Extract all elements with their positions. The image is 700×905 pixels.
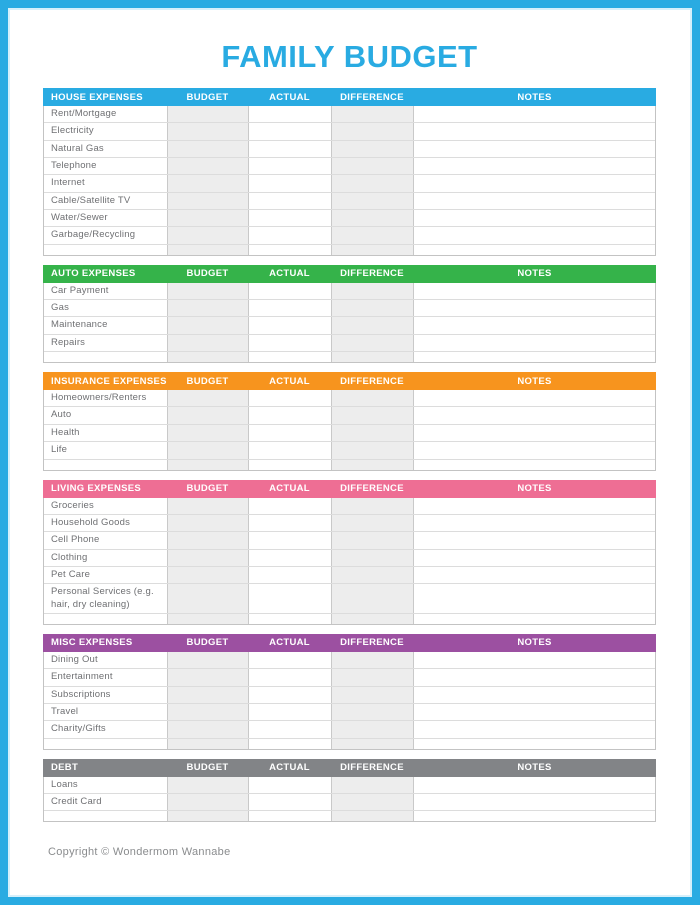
notes-cell[interactable] [414,811,655,821]
difference-cell[interactable] [332,175,414,191]
budget-cell[interactable] [168,425,249,441]
row-label: Maintenance [44,317,168,333]
column-header-actual: ACTUAL [269,91,310,103]
column-header-notes: NOTES [517,762,552,774]
column-header-budget: BUDGET [186,637,229,649]
notes-cell[interactable] [414,777,655,793]
copyright: Copyright © Wondermom Wannabe [48,846,231,859]
row-label: Car Payment [44,283,168,299]
row-label: Subscriptions [44,687,168,703]
column-header-budget: BUDGET [186,91,229,103]
section-living-expenses [43,480,656,625]
difference-cell[interactable] [332,425,414,441]
table-row [44,531,655,548]
budget-cell[interactable] [168,227,249,243]
column-header-difference: DIFFERENCE [340,91,404,103]
row-label: Rent/Mortgage [44,106,168,122]
empty-row [44,810,655,821]
budget-cell[interactable] [168,335,249,351]
column-header-budget: BUDGET [186,762,229,774]
budget-cell[interactable] [168,584,249,613]
budget-cell[interactable] [168,614,249,624]
notes-cell[interactable] [414,227,655,243]
difference-cell[interactable] [332,498,414,514]
table-row [44,652,655,668]
column-header-difference: DIFFERENCE [340,375,404,387]
budget-cell[interactable] [168,515,249,531]
row-label: Household Goods [44,515,168,531]
section-insurance-expenses [43,372,656,470]
difference-cell[interactable] [332,210,414,226]
notes-cell[interactable] [414,158,655,174]
budget-cell[interactable] [168,532,249,548]
row-label: Telephone [44,158,168,174]
actual-cell[interactable] [249,515,332,531]
section-auto-expenses [43,265,656,363]
row-label: Cell Phone [44,532,168,548]
actual-cell[interactable] [249,652,332,668]
budget-cell[interactable] [168,352,249,362]
difference-cell[interactable] [332,442,414,458]
notes-cell[interactable] [414,567,655,583]
table-row [44,140,655,157]
column-header-difference: DIFFERENCE [340,762,404,774]
actual-cell[interactable] [249,245,332,255]
budget-cell[interactable] [168,193,249,209]
row-label: Internet [44,175,168,191]
section-title: LIVING EXPENSES [51,483,142,494]
notes-cell[interactable] [414,390,655,406]
section-header [43,372,656,390]
budget-cell[interactable] [168,300,249,316]
notes-cell[interactable] [414,721,655,737]
budget-sections [43,88,656,822]
notes-cell[interactable] [414,283,655,299]
difference-cell[interactable] [332,794,414,810]
column-header-difference: DIFFERENCE [340,483,404,494]
actual-cell[interactable] [249,442,332,458]
column-header-actual: ACTUAL [269,483,310,494]
notes-cell[interactable] [414,335,655,351]
notes-cell[interactable] [414,584,655,613]
budget-cell[interactable] [168,106,249,122]
difference-cell[interactable] [332,669,414,685]
budget-cell[interactable] [168,567,249,583]
section-title: MISC EXPENSES [51,637,133,649]
empty-row [44,244,655,255]
difference-cell[interactable] [332,567,414,583]
notes-cell[interactable] [414,300,655,316]
budget-cell[interactable] [168,721,249,737]
difference-cell[interactable] [332,515,414,531]
row-label-empty [44,739,168,749]
table-row [44,209,655,226]
budget-cell[interactable] [168,794,249,810]
notes-cell[interactable] [414,210,655,226]
actual-cell[interactable] [249,794,332,810]
notes-cell[interactable] [414,442,655,458]
actual-cell[interactable] [249,106,332,122]
difference-cell[interactable] [332,300,414,316]
actual-cell[interactable] [249,584,332,613]
section-misc-expenses [43,634,656,750]
budget-cell[interactable] [168,777,249,793]
table-row [44,226,655,243]
section-title: DEBT [51,762,79,774]
column-header-difference: DIFFERENCE [340,268,404,280]
table-row [44,299,655,316]
section-house-expenses [43,88,656,256]
actual-cell[interactable] [249,227,332,243]
table-row [44,106,655,122]
difference-cell[interactable] [332,550,414,566]
budget-cell[interactable] [168,123,249,139]
row-label: Groceries [44,498,168,514]
difference-cell[interactable] [332,739,414,749]
notes-cell[interactable] [414,352,655,362]
column-header-notes: NOTES [517,91,552,103]
budget-cell[interactable] [168,498,249,514]
row-label: Charity/Gifts [44,721,168,737]
budget-cell[interactable] [168,460,249,470]
section-debt [43,759,656,823]
table-row [44,498,655,514]
page-title: FAMILY BUDGET [221,39,478,74]
difference-cell[interactable] [332,352,414,362]
row-label-empty [44,460,168,470]
row-label-empty [44,245,168,255]
notes-cell[interactable] [414,175,655,191]
difference-cell[interactable] [332,460,414,470]
budget-cell[interactable] [168,811,249,821]
section-title: HOUSE EXPENSES [51,91,143,103]
notes-cell[interactable] [414,794,655,810]
notes-cell[interactable] [414,245,655,255]
notes-cell[interactable] [414,687,655,703]
column-header-notes: NOTES [517,268,552,280]
difference-cell[interactable] [332,652,414,668]
notes-cell[interactable] [414,407,655,423]
table-row [44,316,655,333]
notes-cell[interactable] [414,739,655,749]
budget-cell[interactable] [168,704,249,720]
row-label: Travel [44,704,168,720]
difference-cell[interactable] [332,704,414,720]
budget-cell[interactable] [168,210,249,226]
actual-cell[interactable] [249,739,332,749]
empty-row [44,459,655,470]
section-header [43,265,656,283]
row-label: Homeowners/Renters [44,390,168,406]
column-header-difference: DIFFERENCE [340,637,404,649]
section-header [43,634,656,652]
budget-cell[interactable] [168,245,249,255]
column-header-actual: ACTUAL [269,375,310,387]
actual-cell[interactable] [249,687,332,703]
budget-cell[interactable] [168,550,249,566]
difference-cell[interactable] [332,227,414,243]
notes-cell[interactable] [414,425,655,441]
actual-cell[interactable] [249,425,332,441]
row-label: Natural Gas [44,141,168,157]
table-row [44,686,655,703]
column-header-notes: NOTES [517,375,552,387]
section-rows [43,283,656,363]
table-row [44,174,655,191]
difference-cell[interactable] [332,584,414,613]
actual-cell[interactable] [249,777,332,793]
difference-cell[interactable] [332,123,414,139]
section-rows [43,106,656,256]
row-label: Entertainment [44,669,168,685]
table-row [44,703,655,720]
empty-row [44,613,655,624]
row-label: Loans [44,777,168,793]
notes-cell[interactable] [414,460,655,470]
difference-cell[interactable] [332,390,414,406]
table-row [44,406,655,423]
notes-cell[interactable] [414,498,655,514]
actual-cell[interactable] [249,283,332,299]
column-header-actual: ACTUAL [269,762,310,774]
difference-cell[interactable] [332,141,414,157]
difference-cell[interactable] [332,721,414,737]
difference-cell[interactable] [332,193,414,209]
row-label: Gas [44,300,168,316]
section-rows [43,390,656,470]
row-label: Electricity [44,123,168,139]
difference-cell[interactable] [332,158,414,174]
actual-cell[interactable] [249,669,332,685]
difference-cell[interactable] [332,687,414,703]
empty-row [44,351,655,362]
actual-cell[interactable] [249,704,332,720]
table-row [44,424,655,441]
notes-cell[interactable] [414,550,655,566]
row-label: Garbage/Recycling [44,227,168,243]
notes-cell[interactable] [414,193,655,209]
actual-cell[interactable] [249,721,332,737]
difference-cell[interactable] [332,245,414,255]
table-row [44,441,655,458]
actual-cell[interactable] [249,335,332,351]
notes-cell[interactable] [414,614,655,624]
difference-cell[interactable] [332,106,414,122]
budget-cell[interactable] [168,158,249,174]
budget-cell[interactable] [168,175,249,191]
column-header-budget: BUDGET [186,268,229,280]
notes-cell[interactable] [414,317,655,333]
section-rows [43,652,656,750]
column-header-notes: NOTES [517,483,552,494]
row-label-empty [44,614,168,624]
notes-cell[interactable] [414,532,655,548]
difference-cell[interactable] [332,335,414,351]
section-header [43,480,656,498]
section-header [43,88,656,106]
actual-cell[interactable] [249,567,332,583]
column-header-budget: BUDGET [186,375,229,387]
budget-cell[interactable] [168,739,249,749]
column-header-actual: ACTUAL [269,637,310,649]
actual-cell[interactable] [249,158,332,174]
actual-cell[interactable] [249,460,332,470]
notes-cell[interactable] [414,704,655,720]
actual-cell[interactable] [249,175,332,191]
row-label: Auto [44,407,168,423]
table-row [44,549,655,566]
section-rows [43,777,656,823]
table-row [44,283,655,299]
budget-cell[interactable] [168,687,249,703]
row-label: Clothing [44,550,168,566]
column-header-notes: NOTES [517,637,552,649]
table-row [44,514,655,531]
actual-cell[interactable] [249,614,332,624]
budget-cell[interactable] [168,669,249,685]
actual-cell[interactable] [249,317,332,333]
row-label: Repairs [44,335,168,351]
table-row [44,583,655,613]
row-label-empty [44,352,168,362]
actual-cell[interactable] [249,498,332,514]
section-header [43,759,656,777]
budget-cell[interactable] [168,390,249,406]
table-row [44,122,655,139]
empty-row [44,738,655,749]
actual-cell[interactable] [249,550,332,566]
notes-cell[interactable] [414,652,655,668]
difference-cell[interactable] [332,317,414,333]
column-header-budget: BUDGET [186,483,229,494]
row-label: Health [44,425,168,441]
actual-cell[interactable] [249,352,332,362]
budget-cell[interactable] [168,407,249,423]
row-label-empty [44,811,168,821]
table-row [44,157,655,174]
table-row [44,334,655,351]
notes-cell[interactable] [414,123,655,139]
actual-cell[interactable] [249,141,332,157]
row-label: Water/Sewer [44,210,168,226]
table-row [44,793,655,810]
actual-cell[interactable] [249,193,332,209]
table-row [44,668,655,685]
column-header-actual: ACTUAL [269,268,310,280]
table-row [44,777,655,793]
table-row [44,566,655,583]
budget-cell[interactable] [168,283,249,299]
actual-cell[interactable] [249,390,332,406]
section-title: INSURANCE EXPENSES [51,375,167,387]
row-label: Pet Care [44,567,168,583]
row-label: Dining Out [44,652,168,668]
difference-cell[interactable] [332,811,414,821]
difference-cell[interactable] [332,532,414,548]
notes-cell[interactable] [414,669,655,685]
row-label: Cable/Satellite TV [44,193,168,209]
budget-cell[interactable] [168,317,249,333]
actual-cell[interactable] [249,300,332,316]
section-title: AUTO EXPENSES [51,268,136,280]
budget-cell[interactable] [168,141,249,157]
actual-cell[interactable] [249,210,332,226]
notes-cell[interactable] [414,106,655,122]
difference-cell[interactable] [332,614,414,624]
actual-cell[interactable] [249,407,332,423]
row-label: Life [44,442,168,458]
actual-cell[interactable] [249,123,332,139]
budget-cell[interactable] [168,652,249,668]
budget-cell[interactable] [168,442,249,458]
notes-cell[interactable] [414,515,655,531]
actual-cell[interactable] [249,811,332,821]
row-label: Personal Services (e.g. hair, dry cleaning) [44,584,168,613]
section-rows [43,498,656,625]
table-row [44,390,655,406]
table-row [44,720,655,737]
difference-cell[interactable] [332,777,414,793]
row-label: Credit Card [44,794,168,810]
difference-cell[interactable] [332,283,414,299]
notes-cell[interactable] [414,141,655,157]
difference-cell[interactable] [332,407,414,423]
actual-cell[interactable] [249,532,332,548]
table-row [44,192,655,209]
